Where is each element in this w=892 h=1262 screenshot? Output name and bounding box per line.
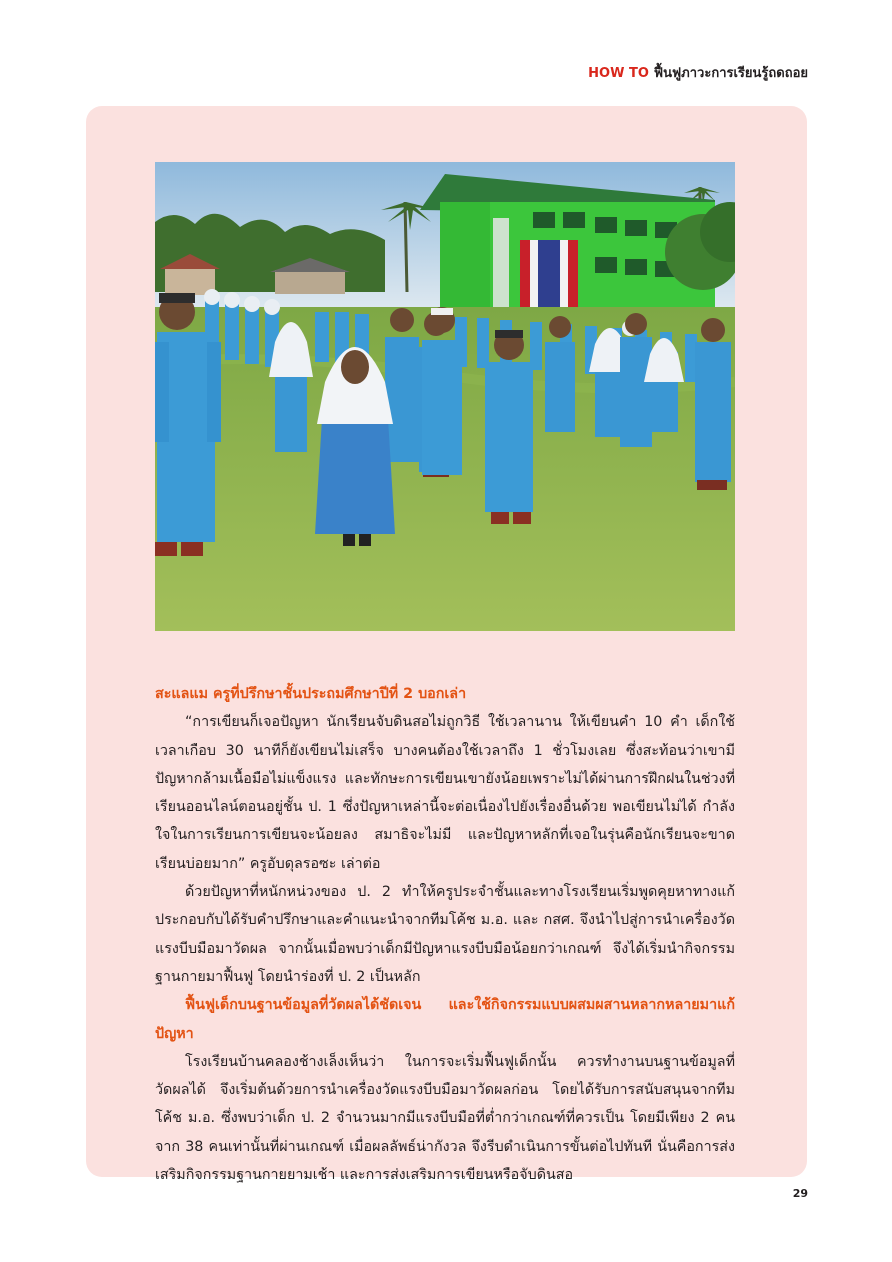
page-number: 29 [792, 1187, 808, 1200]
header-title: ฟื้นฟูภาวะการเรียนรู้ถดถอย [653, 66, 808, 81]
students-photo [155, 162, 735, 631]
students-photo-illustration [155, 162, 735, 631]
article-paragraph-2: ด้วยปัญหาที่หนักหน่วงของ ป. 2 ทำให้ครูประจำชั้นและทางโรงเรียนเริ่มพูดคุยหาทางแก้ ประกอบกับได้รับคำปรึกษาและคำแนะนำจากทีมโค้ช ม.อ. และ กสศ. จึงนำไปสู่การนำเครื่องวัดแรงบีบมือมาวัดผล จากนั้นเมื่อพบว่าเด็กมีปัญหาแรงบีบมือน้อยกว่าเกณฑ์ จึงได้เริ่มนำกิจกรรมฐานกายมาฟื้นฟู โดยนำร่องที่ ป. 2 เป็นหลัก [155, 884, 735, 985]
article-heading-2: ฟื้นฟูเด็กบนฐานข้อมูลที่วัดผลได้ชัดเจน และใช้กิจกรรมแบบผสมผสานหลากหลายมาแก้ปัญหา [155, 997, 735, 1042]
article-paragraph-3: โรงเรียนบ้านคลองช้างเล็งเห็นว่า ในการจะเริ่มฟื้นฟูเด็กนั้น ควรทำงานบนฐานข้อมูลที่วัดผลได้ จึงเริ่มต้นด้วยการนำเครื่องวัดแรงบีบมือมาวัดผลก่อน โดยได้รับการสนับสนุนจากทีมโค้ช ม.อ. ซึ่งพบว่าเด็ก ป. 2 จำนวนมากมีแรงบีบมือที่ต่ำกว่าเกณฑ์ที่ควรเป็น โดยมีเพียง 2 คนจาก 38 คนเท่านั้นที่ผ่านเกณฑ์ เมื่อผลลัพธ์น่ากังวล จึงรีบดำเนินการขั้นต่อไปทันที นั่นคือการส่งเสริมกิจกรรมฐานกายยามเช้า และการส่งเสริมการเขียนหรือจับดินสอ [155, 1053, 735, 1184]
running-header [588, 62, 808, 83]
header-highlight: HOW TO [588, 66, 649, 81]
article-paragraph-1: “การเขียนก็เจอปัญหา นักเรียนจับดินสอไม่ถูกวิธี ใช้เวลานาน ให้เขียนคำ 10 คำ เด็กใช้เวลาเกือบ 30 นาทีก็ยังเขียนไม่เสร็จ บางคนต้องใช้เวลาถึง 1 ชั่วโมงเลย ซึ่งสะท้อนว่าเขามีปัญหากล้ามเนื้อมือไม่แข็งแรง และทักษะการเขียนเขายังน้อยเพราะไม่ได้ผ่านการฝึกฝนในช่วงที่เรียนออนไลน์ตอนอยู่ชั้น ป. 1 ซึ่งปัญหาเหล่านี้จะต่อเนื่องไปยังเรื่องอื่นด้วย พอเขียนไม่ได้ กำลังใจในการเรียนการเขียนจะน้อยลง สมาธิจะไม่มี และปัญหาหลักที่เจอในรุ่นคือนักเรียนจะขาดเรียนบ่อยมาก” ครูอับดุลรอซะ เล่าต่อ [155, 714, 735, 872]
article-body [155, 680, 735, 1189]
article-heading-1: สะแลแม ครูที่ปรึกษาชั้นประถมศึกษาปีที่ 2 บอกเล่า [155, 686, 467, 702]
